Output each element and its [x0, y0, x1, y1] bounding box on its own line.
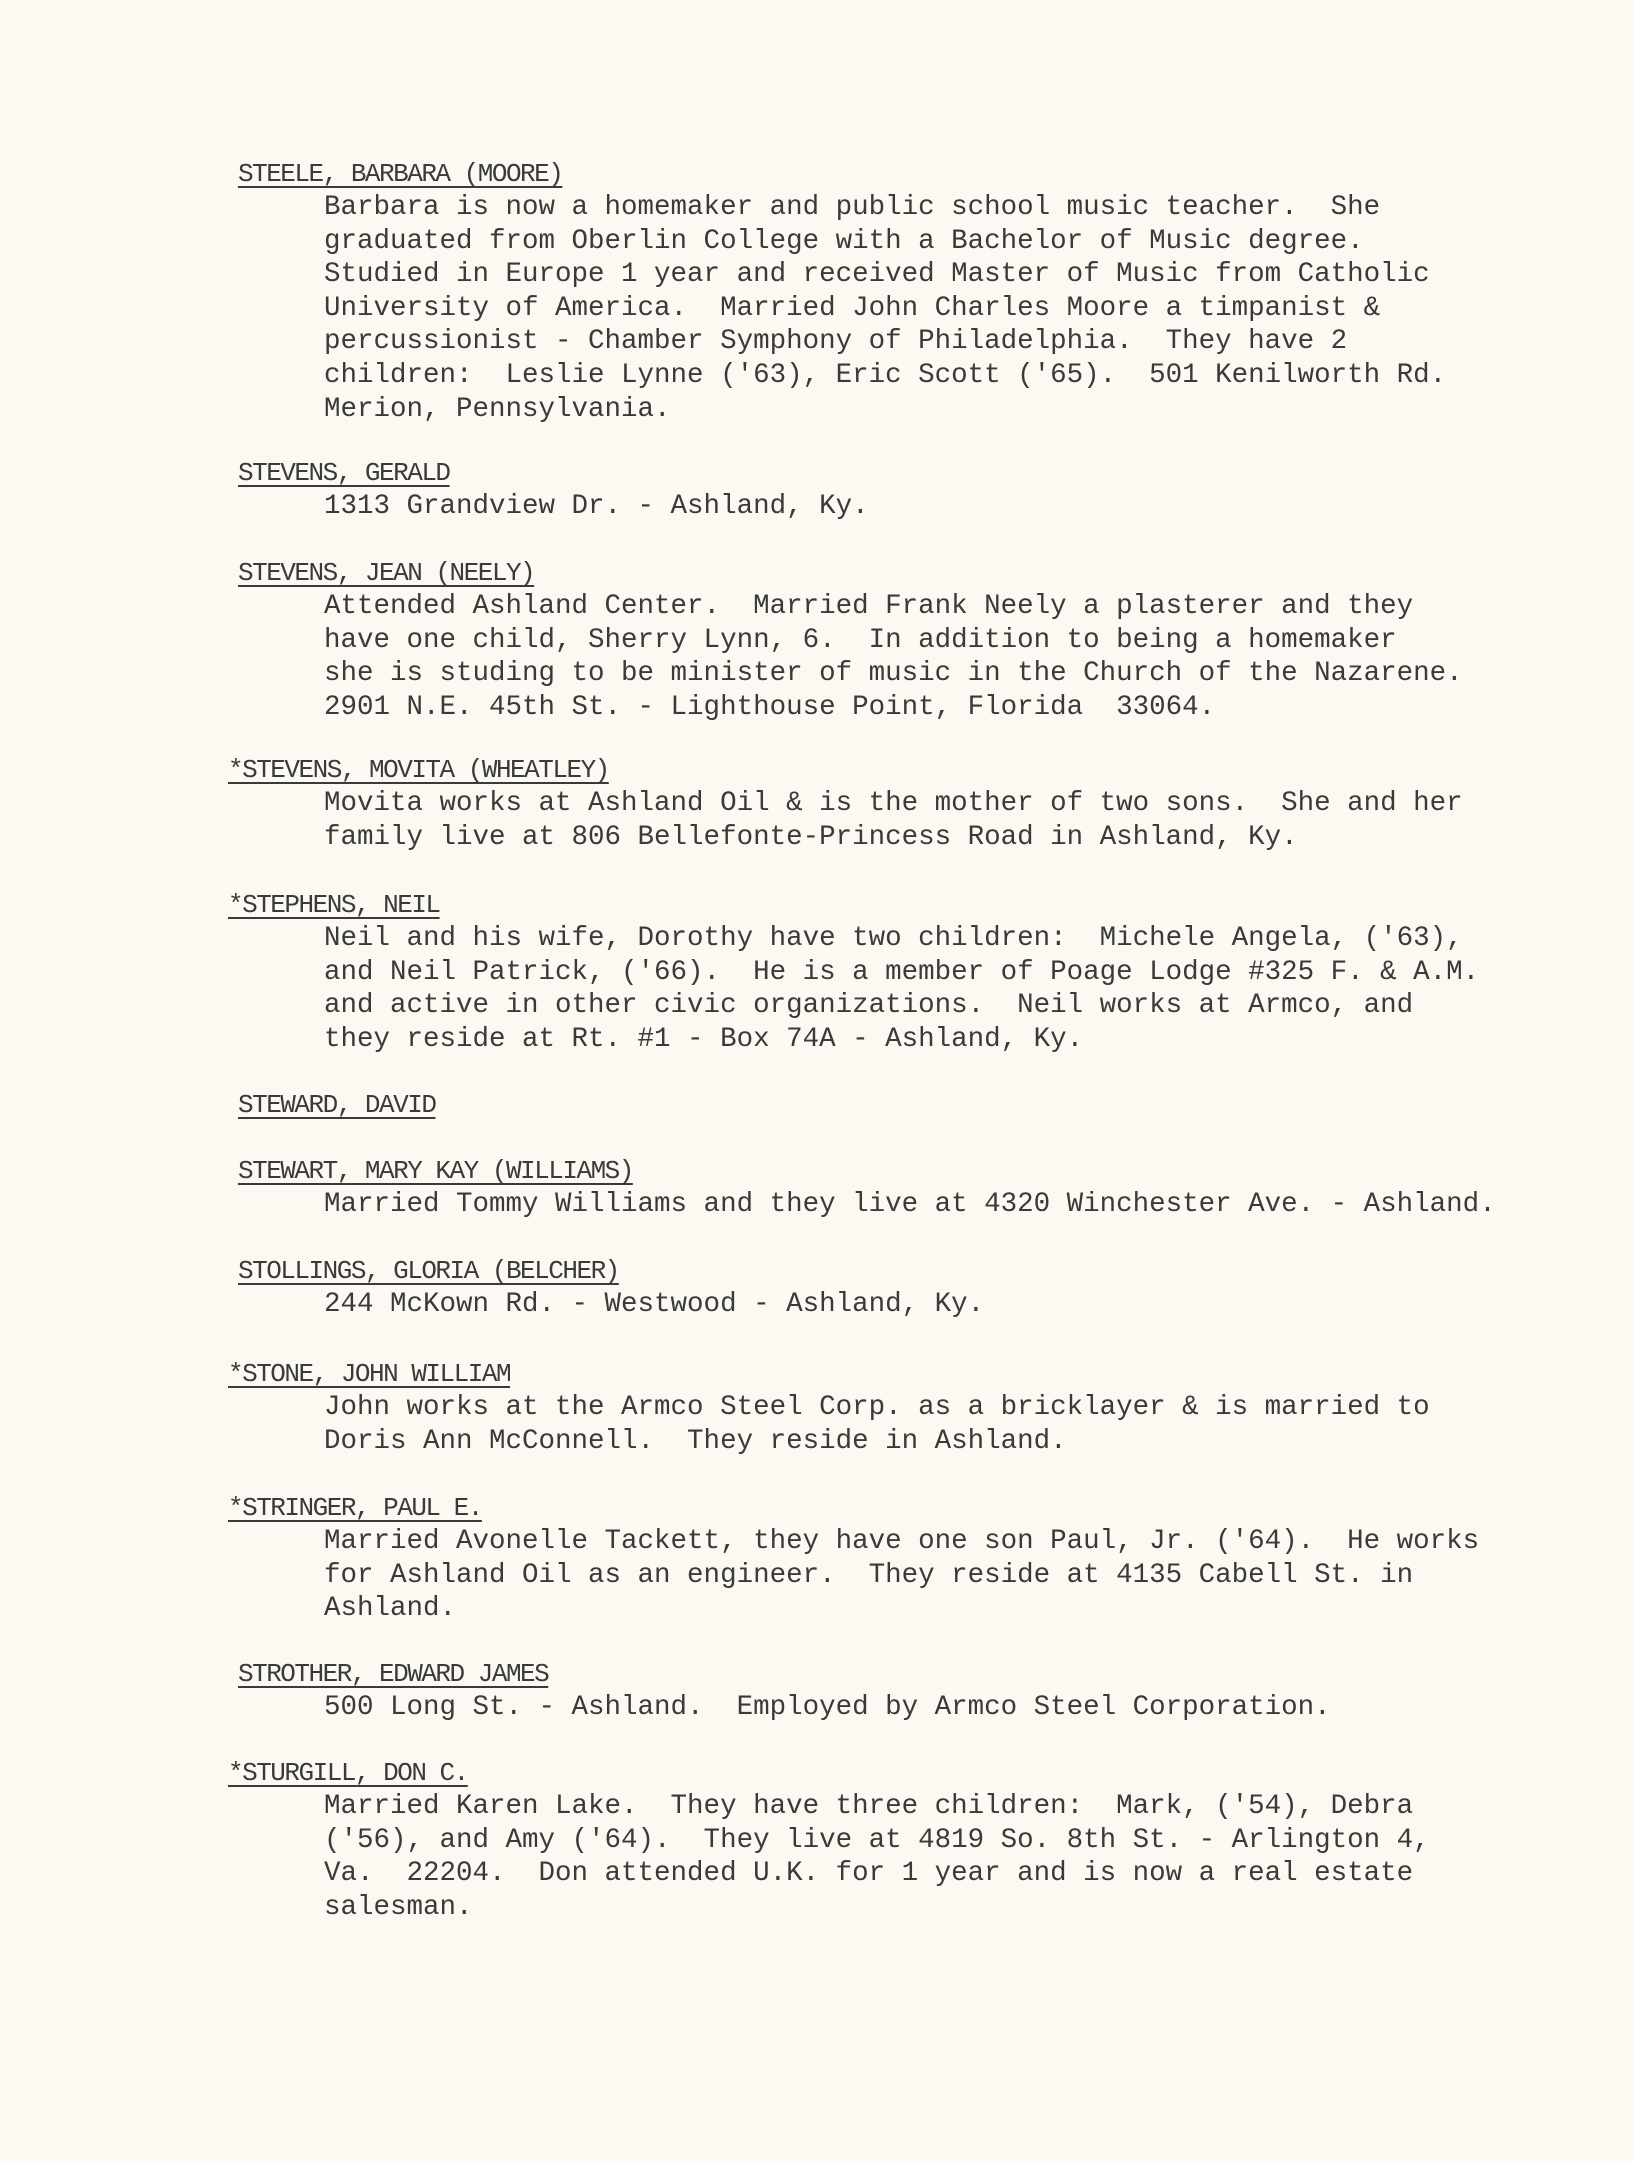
entry-name: STEWARD, DAVID	[238, 1090, 436, 1120]
description-line: and active in other civic organizations. Neil works at Armco, and	[324, 990, 1414, 1022]
description-line: for Ashland Oil as an engineer. They reside at 4135 Cabell St. in	[324, 1559, 1414, 1591]
entry-description	[324, 490, 869, 524]
entry-description	[324, 1188, 1496, 1222]
entry-name: *STRINGER, PAUL E.	[228, 1493, 482, 1523]
description-line: Doris Ann McConnell. They reside in Ashland.	[324, 1425, 1067, 1457]
description-line: Merion, Pennsylvania.	[324, 393, 671, 425]
entry-name: *STONE, JOHN WILLIAM	[228, 1359, 511, 1389]
description-line: graduated from Oberlin College with a Bachelor of Music degree.	[324, 225, 1364, 257]
description-line: University of America. Married John Charles Moore a timpanist &	[324, 292, 1381, 324]
description-line: have one child, Sherry Lynn, 6. In addition to being a homemaker	[324, 624, 1397, 656]
description-line: 2901 N.E. 45th St. - Lighthouse Point, Florida 33064.	[324, 691, 1216, 723]
description-line: ('56), and Amy ('64). They live at 4819 So. 8th St. - Arlington 4,	[324, 1824, 1430, 1856]
entry-name: STOLLINGS, GLORIA (BELCHER)	[238, 1256, 619, 1286]
description-line: 500 Long St. - Ashland. Employed by Armco Steel Corporation.	[324, 1692, 1331, 1723]
description-line: Married Karen Lake. They have three children: Mark, ('54), Debra	[324, 1791, 1414, 1822]
entry-name: STROTHER, EDWARD JAMES	[238, 1659, 549, 1689]
entry-name: STEELE, BARBARA (MOORE)	[238, 159, 563, 189]
entry-description	[324, 787, 1463, 854]
description-line: Movita works at Ashland Oil & is the mother of two sons. She and her	[324, 788, 1463, 819]
description-line: she is studing to be minister of music in the Church of the Nazarene.	[324, 658, 1463, 690]
description-line: Studied in Europe 1 year and received Master of Music from Catholic	[324, 259, 1430, 291]
entry-description	[324, 922, 1479, 1056]
entry-name: *STEVENS, MOVITA (WHEATLEY)	[228, 755, 609, 785]
entry-name: *STURGILL, DON C.	[228, 1758, 468, 1788]
description-line: Neil and his wife, Dorothy have two children: Michele Angela, ('63),	[324, 923, 1463, 954]
description-line: 1313 Grandview Dr. - Ashland, Ky.	[324, 491, 869, 522]
entry-description	[324, 1691, 1331, 1725]
entry-name: STEVENS, GERALD	[238, 458, 450, 488]
description-line: Married Avonelle Tackett, they have one son Paul, Jr. ('64). He works	[324, 1526, 1480, 1557]
description-line: children: Leslie Lynne ('63), Eric Scott ('65). 501 Kenilworth Rd.	[324, 359, 1447, 391]
description-line: salesman.	[324, 1891, 473, 1923]
entry-description	[324, 1525, 1479, 1626]
entry-name: *STEPHENS, NEIL	[228, 890, 440, 920]
description-line: 244 McKown Rd. - Westwood - Ashland, Ky.	[324, 1289, 985, 1320]
description-line: percussionist - Chamber Symphony of Philadelphia. They have 2	[324, 326, 1348, 358]
description-line: they reside at Rt. #1 - Box 74A - Ashland, Ky.	[324, 1023, 1084, 1055]
entry-name: STEVENS, JEAN (NEELY)	[238, 558, 535, 588]
description-line: John works at the Armco Steel Corp. as a bricklayer & is married to	[324, 1392, 1430, 1423]
description-line: and Neil Patrick, ('66). He is a member of Poage Lodge #325 F. & A.M.	[324, 956, 1480, 988]
description-line: Va. 22204. Don attended U.K. for 1 year and is now a real estate	[324, 1858, 1414, 1890]
description-line: family live at 806 Bellefonte-Princess Road in Ashland, Ky.	[324, 821, 1298, 853]
description-line: Attended Ashland Center. Married Frank Neely a plasterer and they	[324, 591, 1414, 622]
description-line: Barbara is now a homemaker and public school music teacher. She	[324, 192, 1381, 223]
entry-description	[324, 1288, 984, 1322]
entry-description	[324, 1391, 1430, 1458]
entry-description	[324, 191, 1446, 426]
entry-name: STEWART, MARY KAY (WILLIAMS)	[238, 1156, 633, 1186]
entry-description	[324, 590, 1463, 724]
entry-description	[324, 1790, 1430, 1924]
description-line: Married Tommy Williams and they live at 4320 Winchester Ave. - Ashland.	[324, 1189, 1496, 1220]
description-line: Ashland.	[324, 1593, 457, 1625]
